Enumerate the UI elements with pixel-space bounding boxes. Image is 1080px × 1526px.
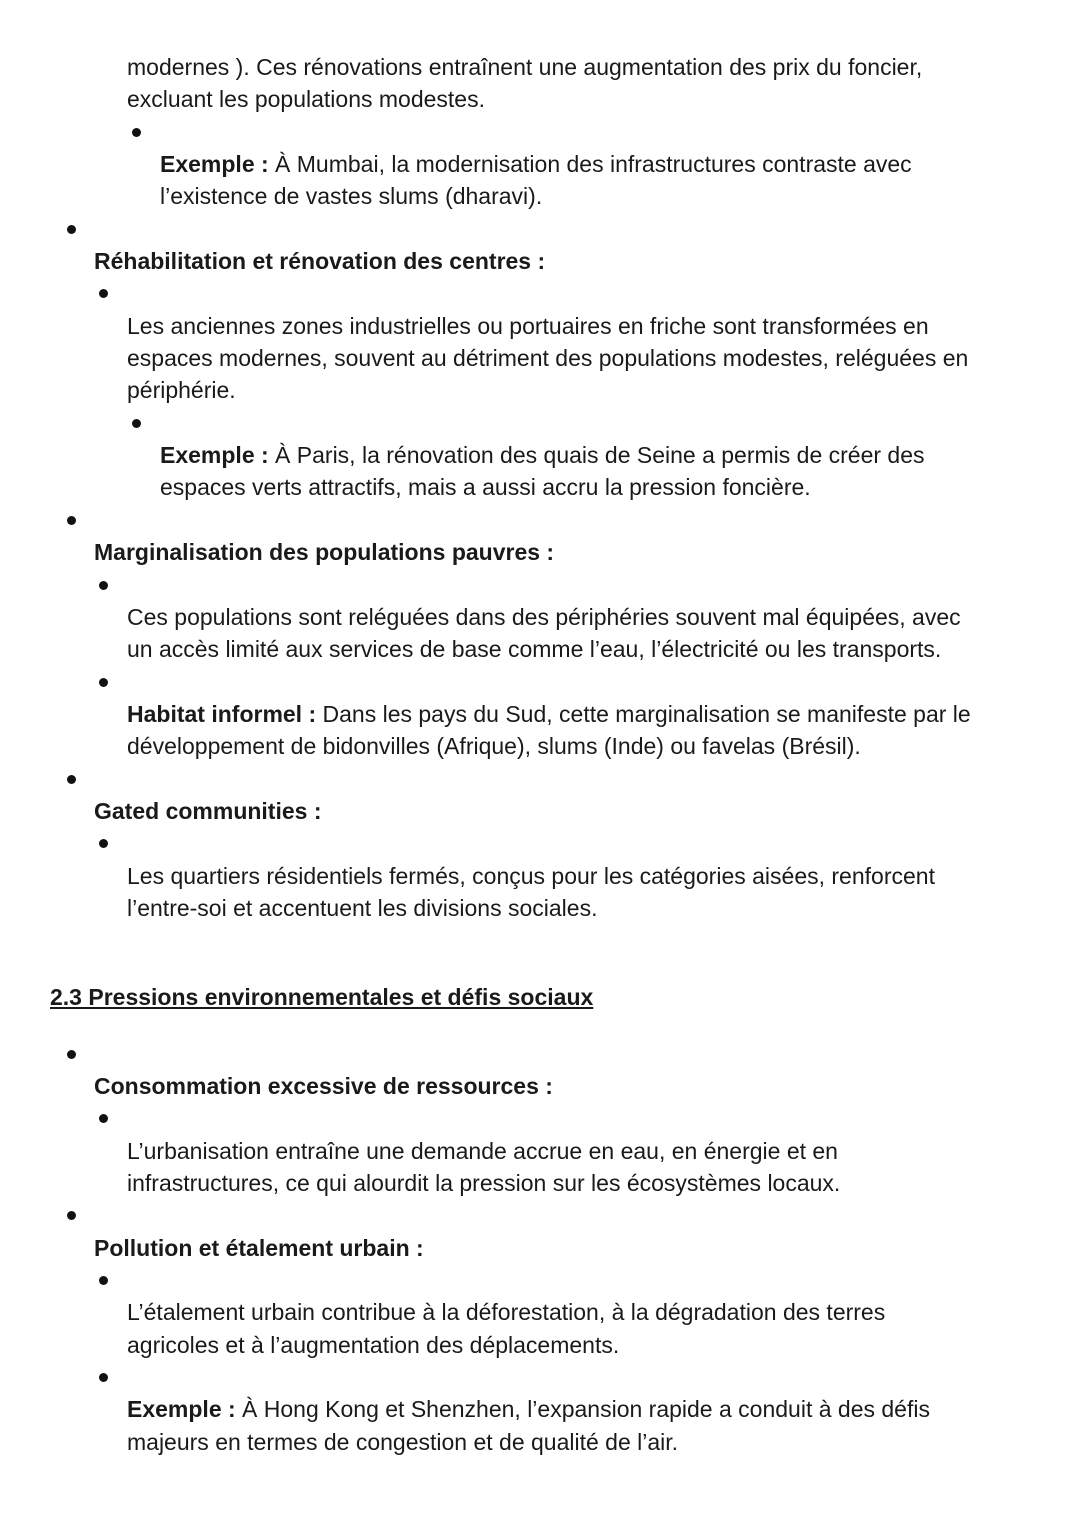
example-line <box>0 1393 1080 1425</box>
example-line: espaces verts attractifs, mais a aussi accru la pression foncière. <box>160 474 811 501</box>
bullet-icon <box>0 277 1080 309</box>
text-line: développement de bidonvilles (Afrique), slums (Inde) ou favelas (Brésil). <box>127 733 861 760</box>
section-title: 2.3 Pressions environnementales et défis sociaux <box>50 984 594 1011</box>
example-text: À Paris, la rénovation des quais de Seine a permis de créer des <box>268 442 925 469</box>
habitat-label: Habitat informel : <box>127 700 317 727</box>
text-line: L’étalement urbain contribue à la déforestation, à la dégradation des terres <box>127 1299 886 1326</box>
bullet-icon <box>0 827 1080 859</box>
heading-pollution: Pollution et étalement urbain : <box>94 1234 424 1261</box>
text-line: Les quartiers résidentiels fermés, conçus pour les catégories aisées, renforcent <box>127 862 935 889</box>
bullet-icon <box>0 116 1080 148</box>
text-line: excluant les populations modestes. <box>127 86 485 113</box>
bullet-icon <box>0 1038 1080 1070</box>
example-line: majeurs en termes de congestion et de qualité de l’air. <box>127 1428 679 1455</box>
habitat-text: Dans les pays du Sud, cette marginalisation se manifeste par le <box>316 700 971 727</box>
example-text: À Mumbai, la modernisation des infrastructures contraste avec <box>268 151 912 178</box>
text-line: un accès limité aux services de base comme l’eau, l’électricité ou les transports. <box>127 636 942 663</box>
bullet-icon <box>0 763 1080 795</box>
document-page <box>0 51 1080 1458</box>
bullet-icon <box>0 1361 1080 1393</box>
bullet-icon <box>0 1102 1080 1134</box>
heading-consommation: Consommation excessive de ressources : <box>94 1072 553 1099</box>
text-line: agricoles et à l’augmentation des déplacements. <box>127 1331 620 1358</box>
text-line: Ces populations sont reléguées dans des périphéries souvent mal équipées, avec <box>127 603 961 630</box>
text-line: modernes ). Ces rénovations entraînent une augmentation des prix du foncier, <box>127 54 923 80</box>
example-line <box>0 439 1080 471</box>
text-line: espaces modernes, souvent au détriment des populations modestes, reléguées en <box>127 345 969 372</box>
heading-rehabilitation: Réhabilitation et rénovation des centres : <box>94 248 546 275</box>
bullet-icon <box>0 1199 1080 1231</box>
example-text: À Hong Kong et Shenzhen, l’expansion rapide a conduit à des défis <box>235 1396 930 1423</box>
bullet-icon <box>0 1264 1080 1296</box>
example-line <box>0 148 1080 180</box>
bullet-icon <box>0 504 1080 536</box>
text-line: infrastructures, ce qui alourdit la pression sur les écosystèmes locaux. <box>127 1170 841 1196</box>
bullet-icon <box>0 569 1080 601</box>
example-line: l’existence de vastes slums (dharavi). <box>160 183 543 210</box>
text-line: Les anciennes zones industrielles ou portuaires en friche sont transformées en <box>127 312 929 339</box>
example-label: Exemple : <box>127 1396 236 1423</box>
bullet-icon <box>0 407 1080 439</box>
text-line: L’urbanisation entraîne une demande accrue en eau, en énergie et en <box>127 1137 838 1164</box>
bullet-icon <box>0 666 1080 698</box>
text-line: périphérie. <box>127 377 236 404</box>
bullet-icon <box>0 213 1080 245</box>
heading-gated: Gated communities : <box>94 797 322 824</box>
example-label: Exemple : <box>160 442 269 469</box>
habitat-line <box>0 698 1080 730</box>
text-line: l’entre-soi et accentuent les divisions sociales. <box>127 894 598 921</box>
example-label: Exemple : <box>160 151 269 178</box>
heading-marginalisation: Marginalisation des populations pauvres : <box>94 539 555 566</box>
